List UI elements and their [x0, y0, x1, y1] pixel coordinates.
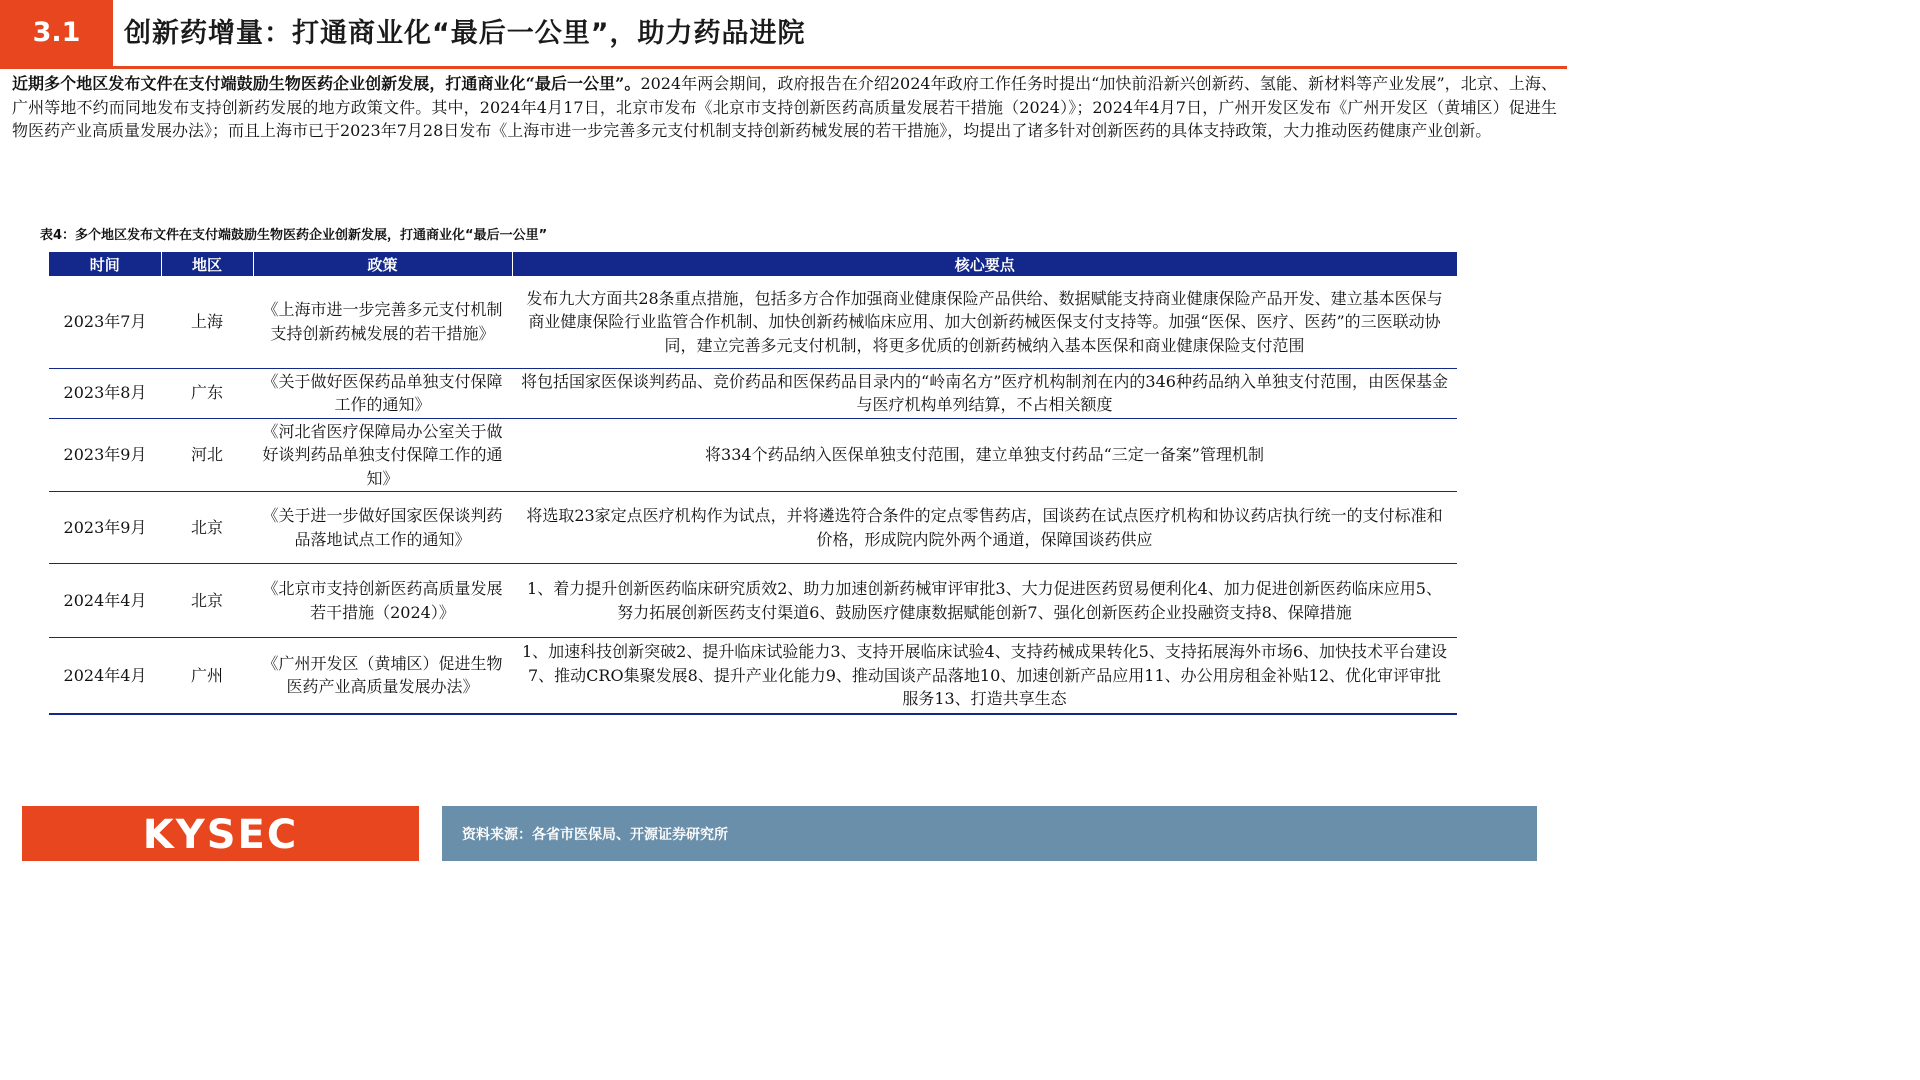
intro-paragraph: [12, 72, 1557, 143]
table-row: [49, 276, 1457, 368]
cell-time: 2023年9月: [49, 418, 161, 492]
cell-time: 2024年4月: [49, 564, 161, 638]
column-header-policy: 政策: [253, 252, 512, 276]
cell-region: 河北: [161, 418, 253, 492]
table-header-row: [49, 252, 1457, 276]
cell-policy: 《河北省医疗保障局办公室关于做好谈判药品单独支付保障工作的通知》: [253, 418, 512, 492]
cell-region: 广东: [161, 368, 253, 418]
kysec-logo: [22, 806, 419, 861]
cell-key-points: 发布九大方面共28条重点措施，包括多方合作加强商业健康保险产品供给、数据赋能支持商业健康保险产品开发、建立基本医保与商业健康保险行业监管合作机制、加快创新药械临床应用、加大创新药械医保支付支持等。加强“医保、医疗、医药”的三医联动协同，建立完善多元支付机制，将更多优质的创新药械纳入基本医保和商业健康保险支付范围: [512, 276, 1457, 368]
cell-region: 北京: [161, 492, 253, 564]
cell-policy: 《北京市支持创新医药高质量发展若干措施（2024）》: [253, 564, 512, 638]
column-header-region: 地区: [161, 252, 253, 276]
cell-key-points: 将334个药品纳入医保单独支付范围，建立单独支付药品“三定一备案”管理机制: [512, 418, 1457, 492]
cell-region: 广州: [161, 638, 253, 714]
cell-policy: 《关于做好医保药品单独支付保障工作的通知》: [253, 368, 512, 418]
column-header-time: 时间: [49, 252, 161, 276]
header-divider: [0, 66, 1567, 69]
cell-policy: 《广州开发区（黄埔区）促进生物医药产业高质量发展办法》: [253, 638, 512, 714]
intro-body: 2024年两会期间，政府报告在介绍2024年政府工作任务时提出“加快前沿新兴创新药、氢能、新材料等产业发展”，北京、上海、广州等地不约而同地发布支持创新药发展的地方政策文件。其中，2024年4月17日，北京市发布《北京市支持创新医药高质量发展若干措施（2024）》；2024年4月7日，广州开发区发布《广州开发区（黄埔区）促进生物医药产业高质量发展办法》；而且上海市已于2023年7月28日发布《上海市进一步完善多元支付机制支持创新药械发展的若干措施》，均提出了诸多针对创新医药的具体支持政策，大力推动医药健康产业创新。: [12, 74, 1557, 140]
table-caption: 表4：多个地区发布文件在支付端鼓励生物医药企业创新发展，打通商业化“最后一公里”: [40, 228, 548, 243]
table-row: [49, 564, 1457, 638]
cell-region: 上海: [161, 276, 253, 368]
cell-key-points: 1、着力提升创新医药临床研究质效2、助力加速创新药械审评审批3、大力促进医药贸易便利化4、加力促进创新医药临床应用5、努力拓展创新医药支付渠道6、鼓励医疗健康数据赋能创新7、强化创新医药企业投融资支持8、保障措施: [512, 564, 1457, 638]
table-row: [49, 368, 1457, 418]
table-row: [49, 638, 1457, 714]
slide-header: [0, 0, 1567, 66]
cell-time: 2023年8月: [49, 368, 161, 418]
cell-policy: 《上海市进一步完善多元支付机制支持创新药械发展的若干措施》: [253, 276, 512, 368]
cell-time: 2023年7月: [49, 276, 161, 368]
cell-key-points: 将包括国家医保谈判药品、竞价药品和医保药品目录内的“岭南名方”医疗机构制剂在内的346种药品纳入单独支付范围，由医保基金与医疗机构单列结算，不占相关额度: [512, 368, 1457, 418]
source-note: 资料来源：各省市医保局、开源证券研究所: [462, 827, 728, 843]
intro-lead: 近期多个地区发布文件在支付端鼓励生物医药企业创新发展，打通商业化“最后一公里”。: [12, 74, 641, 93]
column-header-key-points: 核心要点: [512, 252, 1457, 276]
policy-table: [49, 252, 1457, 715]
table-row: [49, 492, 1457, 564]
cell-time: 2023年9月: [49, 492, 161, 564]
cell-key-points: 将选取23家定点医疗机构作为试点，并将遴选符合条件的定点零售药店，国谈药在试点医疗机构和协议药店执行统一的支付标准和价格，形成院内院外两个通道，保障国谈药供应: [512, 492, 1457, 564]
cell-time: 2024年4月: [49, 638, 161, 714]
cell-region: 北京: [161, 564, 253, 638]
source-bar: [442, 806, 1537, 861]
logo-text: KYSEC: [142, 812, 299, 858]
section-number: 3.1: [0, 0, 113, 66]
slide-title: 创新药增量：打通商业化“最后一公里”，助力药品进院: [124, 18, 806, 49]
table-row: [49, 418, 1457, 492]
cell-key-points: 1、加速科技创新突破2、提升临床试验能力3、支持开展临床试验4、支持药械成果转化5、支持拓展海外市场6、加快技术平台建设7、推动CRO集聚发展8、提升产业化能力9、推动国谈产品落地10、加速创新产品应用11、办公用房租金补贴12、优化审评审批服务13、打造共享生态: [512, 638, 1457, 714]
cell-policy: 《关于进一步做好国家医保谈判药品落地试点工作的通知》: [253, 492, 512, 564]
